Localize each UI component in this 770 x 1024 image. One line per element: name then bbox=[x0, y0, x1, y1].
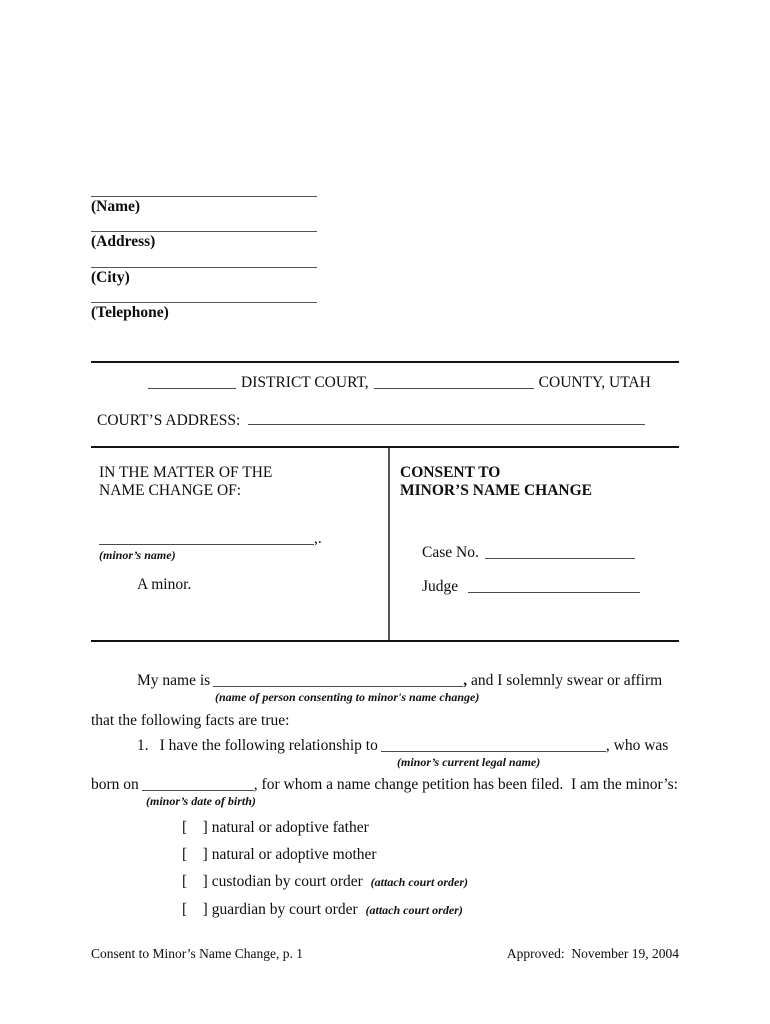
judge-row bbox=[422, 578, 669, 596]
caption-box bbox=[91, 446, 679, 642]
form-title-line-1: CONSENT TO bbox=[400, 464, 501, 481]
city-label: (City) bbox=[91, 268, 130, 286]
facts-true-line: that the following facts are true: bbox=[91, 712, 290, 729]
minor-legal-name-blank-line bbox=[381, 737, 606, 752]
checkbox-item-custodian bbox=[182, 872, 680, 892]
checkbox-label: guardian by court order bbox=[211, 901, 358, 918]
case-number-row bbox=[422, 544, 669, 562]
item-number: 1. bbox=[137, 737, 149, 754]
footer-document-title: Consent to Minor’s Name Change, p. 1 bbox=[91, 946, 303, 961]
case-number-blank-line bbox=[485, 544, 635, 559]
telephone-label: (Telephone) bbox=[91, 304, 169, 322]
checkbox-item-father bbox=[182, 818, 680, 837]
letterhead-field-telephone bbox=[91, 302, 317, 337]
checkbox-label: natural or adoptive father bbox=[211, 819, 369, 836]
intro-line bbox=[91, 672, 680, 690]
form-title-line-2: MINOR’S NAME CHANGE bbox=[400, 482, 593, 499]
caption-right-cell bbox=[388, 448, 679, 640]
minor-name-blank-row bbox=[99, 530, 382, 548]
checkbox-brackets-icon: [ ] bbox=[182, 819, 208, 836]
intro-prefix: My name is bbox=[137, 672, 211, 689]
checkbox-item-mother bbox=[182, 845, 680, 864]
relationship-item bbox=[91, 737, 680, 755]
consenting-person-caption: (name of person consenting to minor's name change) bbox=[215, 690, 480, 704]
relationship-checkbox-list bbox=[182, 818, 680, 920]
checkbox-brackets-icon: [ ] bbox=[182, 873, 208, 890]
birth-date-blank-line bbox=[142, 776, 254, 791]
born-on-prefix: born on bbox=[91, 776, 139, 793]
form-body bbox=[91, 664, 680, 928]
letterhead-field-address bbox=[91, 231, 317, 266]
a-minor-label: A minor. bbox=[137, 576, 192, 593]
court-address-line bbox=[97, 410, 645, 430]
court-address-label: COURT’S ADDRESS: bbox=[97, 412, 241, 429]
page-footer bbox=[91, 946, 679, 962]
district-blank-line bbox=[148, 374, 236, 389]
minor-name-blank-suffix: ,. bbox=[314, 530, 322, 547]
caption-left-cell bbox=[91, 448, 388, 640]
district-court-label: DISTRICT COURT, bbox=[241, 374, 369, 391]
judge-label: Judge bbox=[422, 578, 459, 595]
name-label: (Name) bbox=[91, 198, 141, 215]
address-label: (Address) bbox=[91, 233, 156, 251]
checkbox-item-guardian bbox=[182, 900, 680, 920]
relationship-prefix: I have the following relationship to bbox=[159, 737, 378, 754]
letterhead-field-name bbox=[91, 196, 317, 231]
relationship-suffix: , who was bbox=[605, 737, 669, 754]
judge-blank-line bbox=[468, 578, 640, 593]
minor-name-caption: (minor’s name) bbox=[99, 548, 176, 562]
checkbox-note: (attach court order) bbox=[365, 903, 463, 917]
checkbox-brackets-icon: [ ] bbox=[182, 846, 208, 863]
county-utah-label: COUNTY, UTAH bbox=[538, 374, 651, 391]
consenting-person-blank-line bbox=[213, 672, 463, 687]
matter-line-1: IN THE MATTER OF THE bbox=[99, 464, 273, 481]
minor-legal-name-caption: (minor’s current legal name) bbox=[397, 755, 541, 769]
court-heading-line bbox=[91, 374, 679, 392]
checkbox-note: (attach court order) bbox=[370, 875, 469, 889]
checkbox-label: natural or adoptive mother bbox=[211, 846, 377, 863]
case-number-label: Case No. bbox=[422, 544, 479, 561]
letterhead-field-city bbox=[91, 267, 317, 302]
section-divider-rule bbox=[91, 361, 679, 363]
intro-suffix: and I solemnly swear or affirm bbox=[470, 672, 663, 689]
matter-line-2: NAME CHANGE OF: bbox=[99, 482, 242, 499]
minor-name-blank-line bbox=[99, 530, 314, 545]
intro-comma: , bbox=[463, 672, 468, 689]
born-on-suffix: , for whom a name change petition has been filed. I am the minor’s: bbox=[253, 776, 678, 793]
birth-date-caption: (minor’s date of birth) bbox=[146, 794, 256, 808]
checkbox-label: custodian by court order bbox=[211, 873, 363, 890]
footer-approved-date: Approved: November 19, 2004 bbox=[506, 946, 679, 961]
letterhead-block bbox=[91, 196, 317, 338]
born-on-line bbox=[91, 776, 680, 794]
court-address-blank-line bbox=[248, 410, 645, 425]
county-blank-line bbox=[374, 374, 534, 389]
checkbox-brackets-icon: [ ] bbox=[182, 901, 208, 918]
